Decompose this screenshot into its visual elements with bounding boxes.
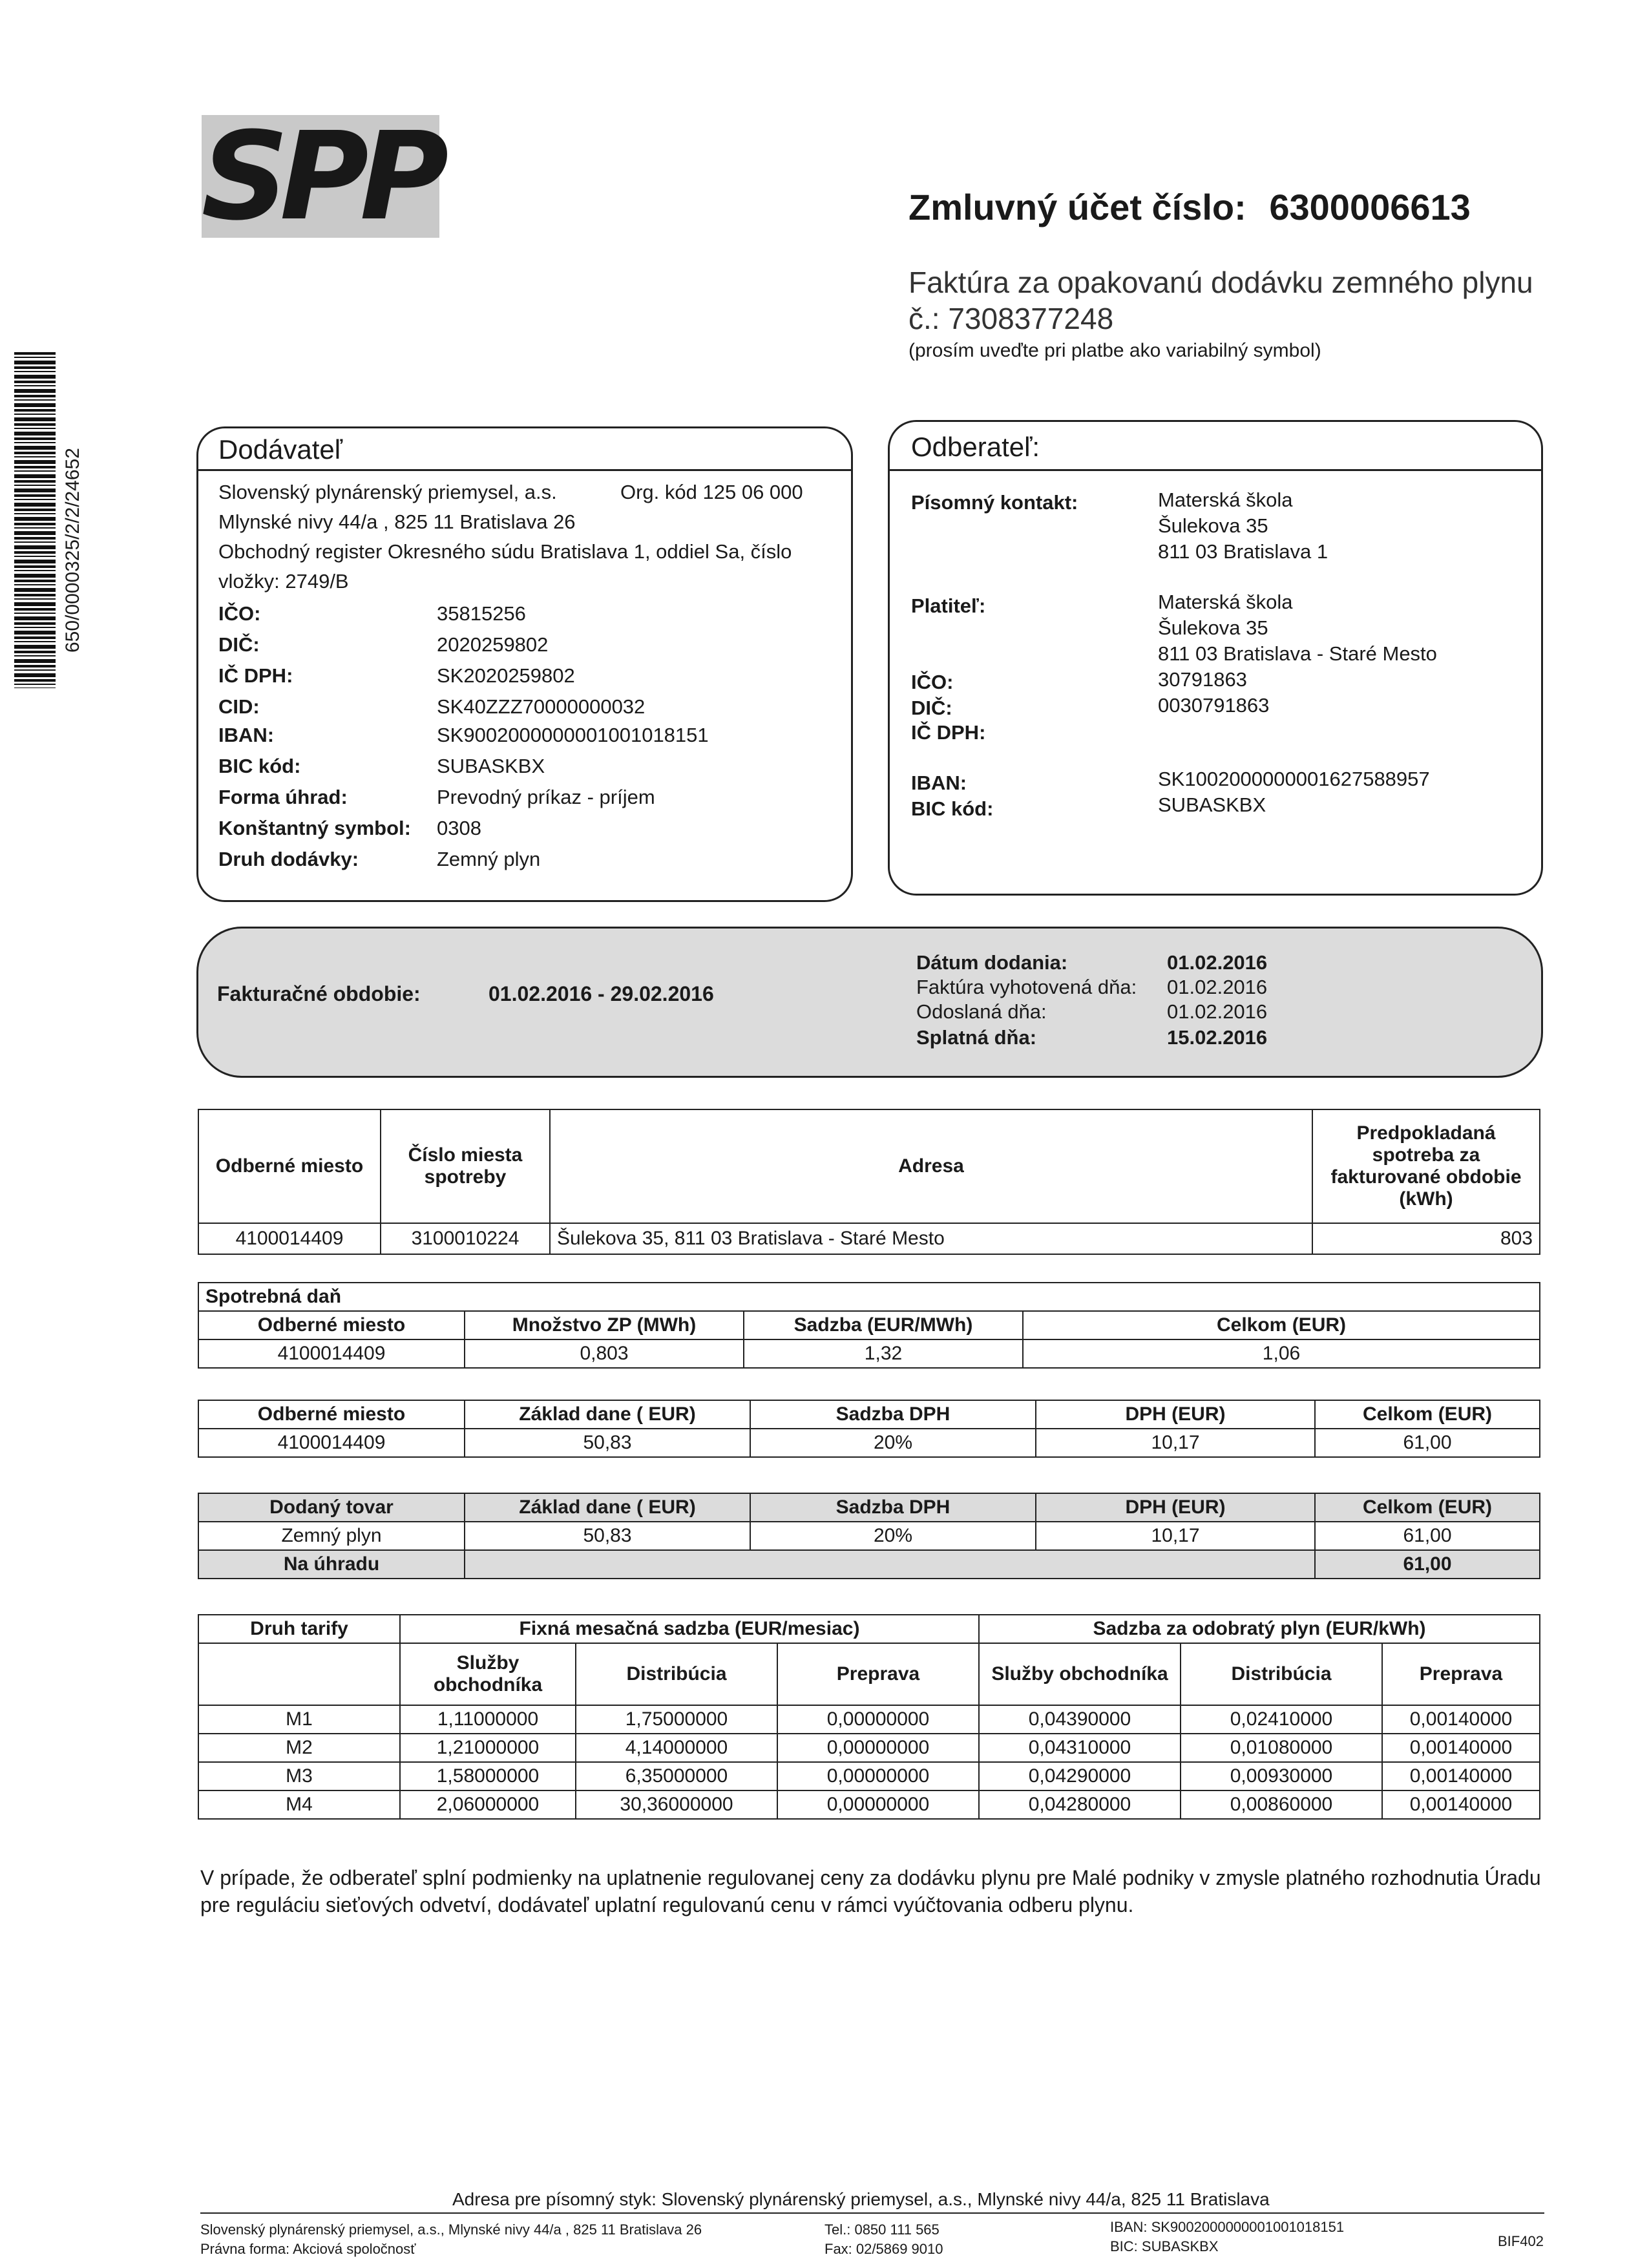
supplier-field-value: SK9002000000001001018151 bbox=[437, 724, 709, 746]
regulation-note-line2: pre reguláciu sieťových odvetví, dodávateľ uplatní regulovanú cenu v rámci vyúčtovania odberu plynu. bbox=[200, 1893, 1134, 1916]
column-header: Sadzba za odobratý plyn (EUR/kWh) bbox=[979, 1615, 1540, 1643]
column-header: Číslo miesta spotreby bbox=[381, 1109, 550, 1223]
supplier-field-value: 0308 bbox=[437, 817, 481, 839]
column-header: Druh tarify bbox=[198, 1615, 400, 1643]
customer-bic: SUBASKBX bbox=[1158, 793, 1266, 816]
column-header: Služby obchodníka bbox=[979, 1643, 1181, 1705]
table-row bbox=[198, 1339, 1540, 1368]
date-value: 15.02.2016 bbox=[1167, 1026, 1268, 1049]
customer-iban-label: IBAN: bbox=[911, 772, 967, 794]
supplier-field-label: DIČ: bbox=[218, 633, 260, 656]
supplier-field-label: IČO: bbox=[218, 602, 261, 625]
table-cell: 61,00 bbox=[1315, 1429, 1540, 1457]
footer-form-code: BIF402 bbox=[1498, 2233, 1544, 2249]
supplier-field-label: Druh dodávky: bbox=[218, 848, 359, 870]
supplier-field-label: BIC kód: bbox=[218, 755, 301, 777]
table-row bbox=[198, 1790, 1540, 1819]
footer-legal-form: Právna forma: Akciová spoločnosť bbox=[200, 2241, 416, 2257]
supplier-field-value: SK2020259802 bbox=[437, 664, 575, 687]
table-cell: 0,00000000 bbox=[777, 1762, 979, 1790]
invoice-number: č.: 7308377248 bbox=[909, 302, 1114, 335]
consumption-table bbox=[198, 1109, 1540, 1255]
column-header: Preprava bbox=[777, 1643, 979, 1705]
date-value: 01.02.2016 bbox=[1167, 976, 1268, 998]
contact-line: Šulekova 35 bbox=[1158, 514, 1268, 537]
payer-line: Materská škola bbox=[1158, 591, 1293, 613]
table-cell: 50,83 bbox=[465, 1429, 750, 1457]
footer-iban: IBAN: SK9002000000001001018151 bbox=[1110, 2219, 1345, 2235]
tariff-table bbox=[198, 1614, 1540, 1820]
table-cell: 0,02410000 bbox=[1181, 1705, 1382, 1734]
footer-fax: Fax: 02/5869 9010 bbox=[824, 2241, 943, 2257]
footer-postal-address: Adresa pre písomný styk: Slovenský plynárenský priemysel, a.s., Mlynské nivy 44/a, 825 11 Bratislava bbox=[452, 2189, 1270, 2209]
table-cell: 1,21000000 bbox=[400, 1734, 576, 1762]
table-cell: 4100014409 bbox=[198, 1223, 381, 1254]
table-cell: 0,01080000 bbox=[1181, 1734, 1382, 1762]
supplier-field-value: SUBASKBX bbox=[437, 755, 545, 777]
date-label: Odoslaná dňa: bbox=[916, 1000, 1047, 1023]
table-cell: 0,00140000 bbox=[1382, 1762, 1540, 1790]
table-cell: 20% bbox=[750, 1429, 1036, 1457]
spp-logo bbox=[201, 105, 440, 247]
customer-bic-label: BIC kód: bbox=[911, 797, 994, 820]
goods-table bbox=[198, 1493, 1540, 1579]
table-cell: 1,75000000 bbox=[576, 1705, 777, 1734]
supplier-field-value: Prevodný príkaz - príjem bbox=[437, 786, 655, 808]
table-cell: 0,04390000 bbox=[979, 1705, 1181, 1734]
period-value: 01.02.2016 - 29.02.2016 bbox=[488, 982, 714, 1005]
column-header: Preprava bbox=[1382, 1643, 1540, 1705]
barcode bbox=[14, 352, 56, 688]
customer-ico-label: IČO: bbox=[911, 671, 954, 693]
customer-divider bbox=[888, 469, 1541, 471]
account-number: 6300006613 bbox=[1269, 187, 1471, 227]
table-row bbox=[198, 1734, 1540, 1762]
column-header: Fixná mesačná sadzba (EUR/mesiac) bbox=[400, 1615, 979, 1643]
column-header: Množstvo ZP (MWh) bbox=[465, 1311, 744, 1339]
column-header: Dodaný tovar bbox=[198, 1493, 465, 1522]
customer-dic: 0030791863 bbox=[1158, 694, 1270, 717]
table-cell: 0,00140000 bbox=[1382, 1734, 1540, 1762]
column-header: Celkom (EUR) bbox=[1023, 1311, 1540, 1339]
side-document-code: 650/0000325/2/2/24652 bbox=[62, 448, 83, 653]
contact-label: Písomný kontakt: bbox=[911, 491, 1078, 514]
supplier-register-1: Obchodný register Okresného súdu Bratislava 1, oddiel Sa, číslo bbox=[218, 540, 792, 563]
table-cell: M2 bbox=[198, 1734, 400, 1762]
table-row bbox=[198, 1223, 1540, 1254]
excise-title-row bbox=[198, 1283, 1540, 1311]
footer-divider bbox=[200, 2212, 1544, 2214]
account-label: Zmluvný účet číslo: bbox=[909, 187, 1246, 227]
column-header: Sadzba DPH bbox=[750, 1400, 1036, 1429]
table-cell: 0,00140000 bbox=[1382, 1705, 1540, 1734]
contact-line: 811 03 Bratislava 1 bbox=[1158, 540, 1329, 563]
table-cell: 61,00 bbox=[1315, 1522, 1540, 1550]
total-spacer bbox=[465, 1550, 1315, 1579]
table-header-row bbox=[198, 1311, 1540, 1339]
supplier-field-label: Forma úhrad: bbox=[218, 786, 348, 808]
table-cell: 0,803 bbox=[465, 1339, 744, 1368]
payer-line: 811 03 Bratislava - Staré Mesto bbox=[1158, 642, 1437, 665]
supplier-field-label: IČ DPH: bbox=[218, 664, 293, 687]
column-header: Adresa bbox=[550, 1109, 1312, 1223]
table-cell: Šulekova 35, 811 03 Bratislava - Staré Mesto bbox=[550, 1223, 1312, 1254]
excise-title: Spotrebná daň bbox=[198, 1283, 1540, 1311]
column-header: Predpokladaná spotreba za fakturované obdobie (kWh) bbox=[1312, 1109, 1540, 1223]
customer-iban: SK1002000000001627588957 bbox=[1158, 768, 1430, 790]
supplier-org-code: Org. kód 125 06 000 bbox=[620, 481, 803, 503]
column-header: Distribúcia bbox=[576, 1643, 777, 1705]
table-cell: 0,00930000 bbox=[1181, 1762, 1382, 1790]
table-cell: 30,36000000 bbox=[576, 1790, 777, 1819]
supplier-field-label: CID: bbox=[218, 695, 260, 718]
supplier-title: Dodávateľ bbox=[218, 434, 343, 465]
table-cell: 0,00860000 bbox=[1181, 1790, 1382, 1819]
table-row bbox=[198, 1429, 1540, 1457]
footer-tel: Tel.: 0850 111 565 bbox=[824, 2221, 940, 2238]
account-heading bbox=[909, 186, 1471, 228]
table-cell: M4 bbox=[198, 1790, 400, 1819]
table-cell: 4100014409 bbox=[198, 1429, 465, 1457]
column-header: DPH (EUR) bbox=[1036, 1400, 1315, 1429]
supplier-field-value: Zemný plyn bbox=[437, 848, 541, 870]
column-header: Základ dane ( EUR) bbox=[465, 1400, 750, 1429]
total-label: Na úhradu bbox=[198, 1550, 465, 1579]
table-cell: 20% bbox=[750, 1522, 1036, 1550]
invoice-title: Faktúra za opakovanú dodávku zemného plynu bbox=[909, 266, 1533, 299]
table-cell: 0,04290000 bbox=[979, 1762, 1181, 1790]
table-header-row bbox=[198, 1493, 1540, 1522]
table-cell: 1,32 bbox=[744, 1339, 1023, 1368]
supplier-field-label: IBAN: bbox=[218, 724, 275, 746]
empty-cell bbox=[198, 1643, 400, 1705]
customer-title: Odberateľ: bbox=[911, 432, 1040, 462]
invoice-note: (prosím uveďte pri platbe ako variabilný symbol) bbox=[909, 340, 1321, 361]
customer-dic-label: DIČ: bbox=[911, 697, 952, 719]
column-header: Odberné miesto bbox=[198, 1311, 465, 1339]
payer-label: Platiteľ: bbox=[911, 594, 986, 617]
period-label: Fakturačné obdobie: bbox=[217, 982, 421, 1005]
footer-company: Slovenský plynárenský priemysel, a.s., Mlynské nivy 44/a , 825 11 Bratislava 26 bbox=[200, 2221, 702, 2238]
supplier-address: Mlynské nivy 44/a , 825 11 Bratislava 26 bbox=[218, 510, 576, 533]
table-header-row bbox=[198, 1400, 1540, 1429]
supplier-divider bbox=[196, 469, 851, 471]
column-header: Sadzba DPH bbox=[750, 1493, 1036, 1522]
table-cell: 0,00000000 bbox=[777, 1705, 979, 1734]
date-label: Splatná dňa: bbox=[916, 1026, 1037, 1049]
table-cell: 803 bbox=[1312, 1223, 1540, 1254]
table-cell: M1 bbox=[198, 1705, 400, 1734]
table-cell: 4,14000000 bbox=[576, 1734, 777, 1762]
supplier-field-value: 35815256 bbox=[437, 602, 526, 625]
date-label: Dátum dodania: bbox=[916, 951, 1068, 974]
table-row bbox=[198, 1762, 1540, 1790]
total-row bbox=[198, 1550, 1540, 1579]
date-label: Faktúra vyhotovená dňa: bbox=[916, 976, 1137, 998]
table-subheader-row bbox=[198, 1643, 1540, 1705]
table-header-row bbox=[198, 1109, 1540, 1223]
table-cell: 10,17 bbox=[1036, 1429, 1315, 1457]
table-row bbox=[198, 1522, 1540, 1550]
column-header: Odberné miesto bbox=[198, 1109, 381, 1223]
column-header: Celkom (EUR) bbox=[1315, 1400, 1540, 1429]
column-header: Základ dane ( EUR) bbox=[465, 1493, 750, 1522]
column-header: Sadzba (EUR/MWh) bbox=[744, 1311, 1023, 1339]
table-row bbox=[198, 1705, 1540, 1734]
column-header: Služby obchodníka bbox=[400, 1643, 576, 1705]
table-cell: M3 bbox=[198, 1762, 400, 1790]
table-cell: 3100010224 bbox=[381, 1223, 550, 1254]
column-header: Celkom (EUR) bbox=[1315, 1493, 1540, 1522]
date-value: 01.02.2016 bbox=[1167, 951, 1268, 974]
supplier-name: Slovenský plynárenský priemysel, a.s. bbox=[218, 481, 557, 503]
table-cell: 0,04310000 bbox=[979, 1734, 1181, 1762]
customer-icdph-label: IČ DPH: bbox=[911, 721, 986, 744]
table-cell: 10,17 bbox=[1036, 1522, 1315, 1550]
supplier-field-label: Konštantný symbol: bbox=[218, 817, 411, 839]
vat-table bbox=[198, 1400, 1540, 1458]
column-header: Distribúcia bbox=[1181, 1643, 1382, 1705]
column-header: Odberné miesto bbox=[198, 1400, 465, 1429]
supplier-field-value: SK40ZZZ70000000032 bbox=[437, 695, 646, 718]
table-cell: 0,00140000 bbox=[1382, 1790, 1540, 1819]
table-cell: 50,83 bbox=[465, 1522, 750, 1550]
customer-ico: 30791863 bbox=[1158, 668, 1247, 691]
table-cell: 1,58000000 bbox=[400, 1762, 576, 1790]
table-cell: 0,00000000 bbox=[777, 1734, 979, 1762]
total-value: 61,00 bbox=[1315, 1550, 1540, 1579]
supplier-field-value: 2020259802 bbox=[437, 633, 549, 656]
contact-line: Materská škola bbox=[1158, 488, 1293, 511]
excise-table bbox=[198, 1282, 1540, 1369]
table-cell: 1,11000000 bbox=[400, 1705, 576, 1734]
payer-line: Šulekova 35 bbox=[1158, 616, 1268, 639]
table-cell: 0,04280000 bbox=[979, 1790, 1181, 1819]
footer-bic: BIC: SUBASKBX bbox=[1110, 2238, 1219, 2254]
table-header-row bbox=[198, 1615, 1540, 1643]
table-cell: 6,35000000 bbox=[576, 1762, 777, 1790]
table-cell: 2,06000000 bbox=[400, 1790, 576, 1819]
regulation-note-line1: V prípade, že odberateľ splní podmienky na uplatnenie regulovanej ceny za dodávku plynu pre Malé podniky v zmysle platného rozhodnutia Úradu bbox=[200, 1866, 1541, 1889]
column-header: DPH (EUR) bbox=[1036, 1493, 1315, 1522]
table-cell: Zemný plyn bbox=[198, 1522, 465, 1550]
date-value: 01.02.2016 bbox=[1167, 1000, 1268, 1023]
table-cell: 4100014409 bbox=[198, 1339, 465, 1368]
table-cell: 0,00000000 bbox=[777, 1790, 979, 1819]
supplier-register-2: vložky: 2749/B bbox=[218, 570, 349, 593]
table-cell: 1,06 bbox=[1023, 1339, 1540, 1368]
logo-text: SPP bbox=[201, 105, 440, 247]
